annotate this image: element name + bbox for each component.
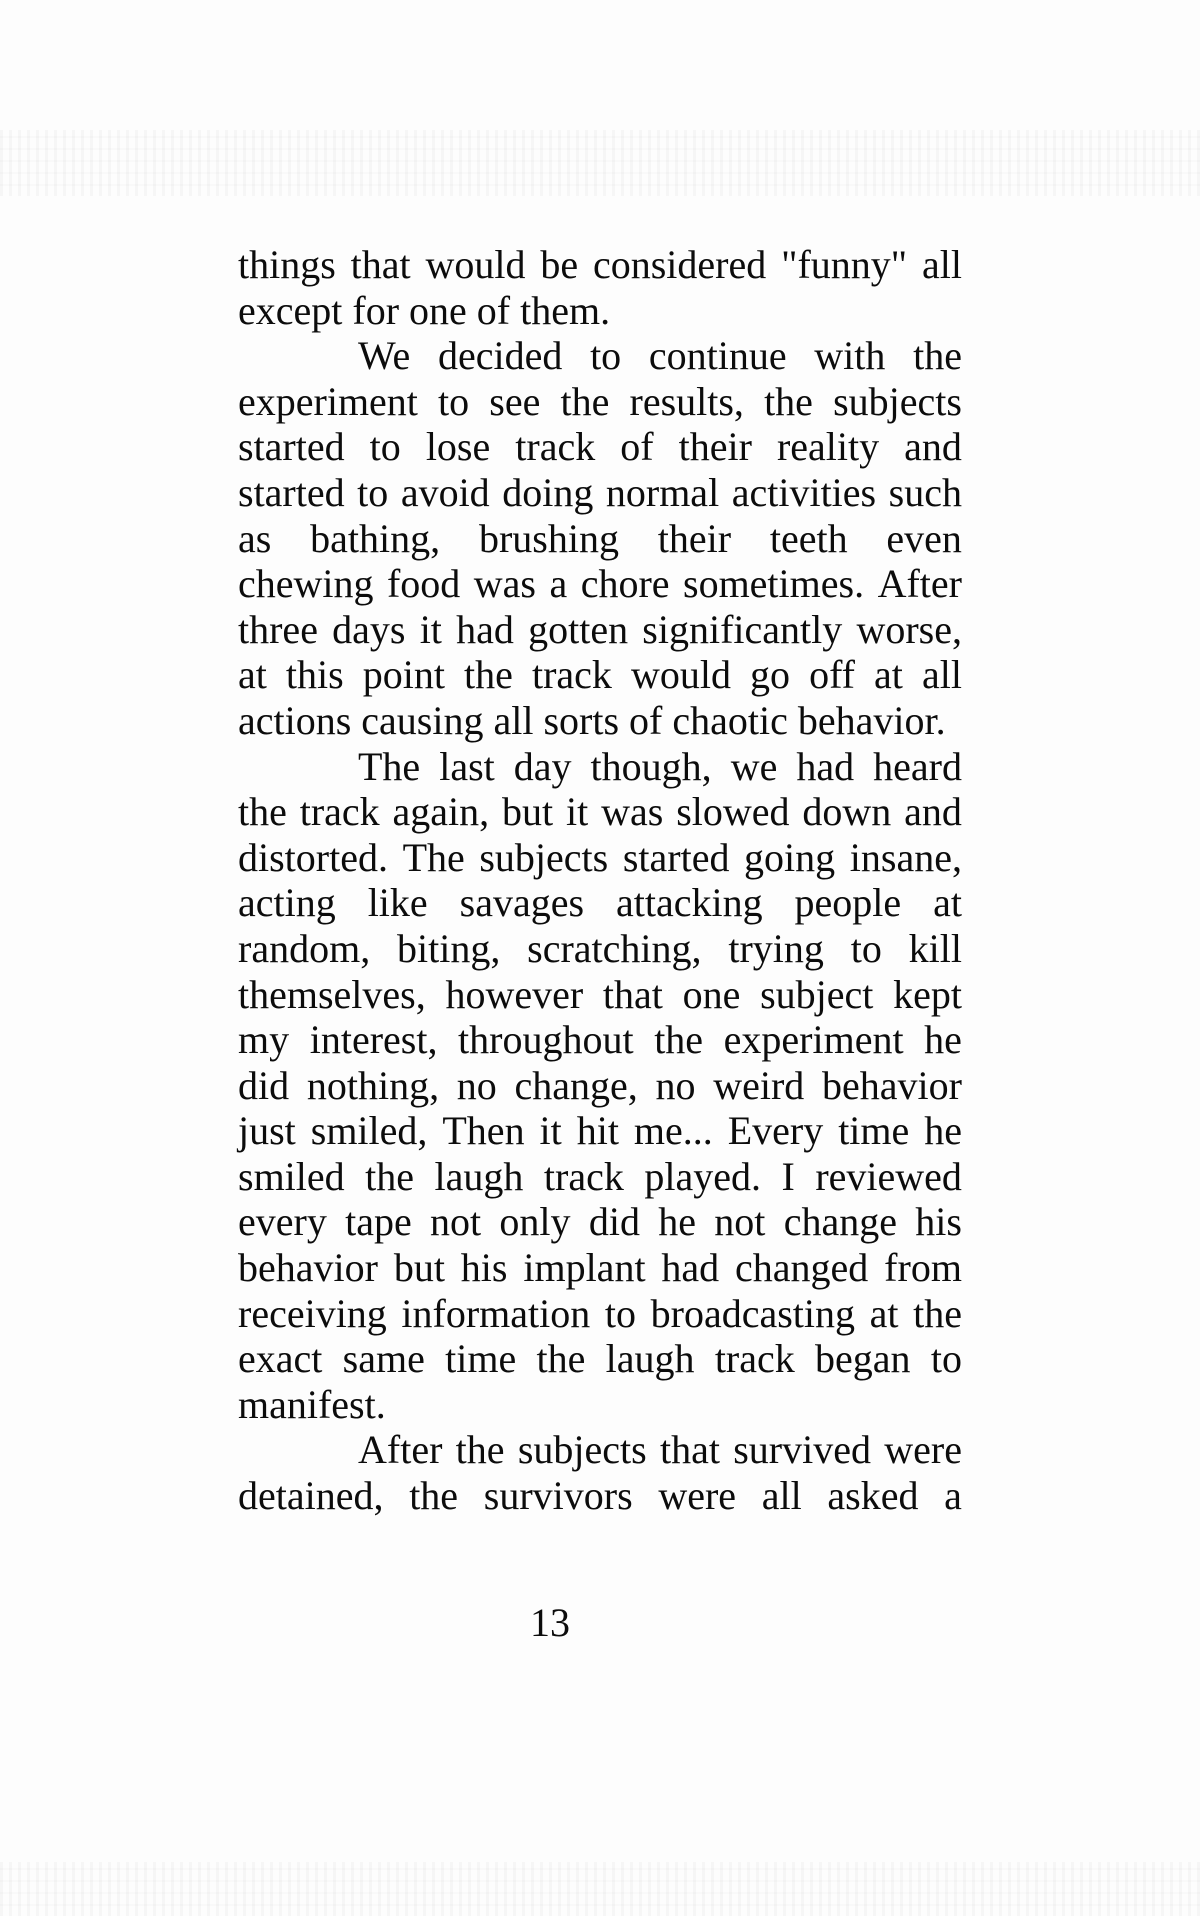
- text-line: [238, 789, 962, 835]
- word: started: [238, 424, 345, 470]
- word: asked: [827, 1473, 919, 1519]
- text-line: actions causing all sorts of chaotic behavior.: [238, 697, 946, 743]
- word: not: [714, 1199, 766, 1245]
- word: the: [238, 789, 287, 835]
- word: all: [761, 1473, 802, 1519]
- text-line: [238, 333, 962, 379]
- word: would: [630, 652, 731, 698]
- word: doing: [502, 469, 594, 515]
- word: smiled,: [310, 1108, 428, 1154]
- word: all: [921, 652, 962, 698]
- word: behavior: [238, 1245, 378, 1291]
- word: began: [815, 1336, 911, 1382]
- word: teeth: [769, 515, 848, 561]
- body-text: [238, 242, 962, 1519]
- word: savages: [459, 880, 585, 926]
- word: and: [904, 789, 962, 835]
- word: subjects: [517, 1427, 647, 1473]
- word: it: [539, 1108, 562, 1154]
- word: time: [445, 1336, 517, 1382]
- word: only: [499, 1199, 571, 1245]
- word: all: [921, 242, 962, 287]
- word: The: [402, 834, 465, 880]
- text-line: [238, 880, 962, 926]
- word: subjects: [479, 834, 609, 880]
- word: that: [659, 1427, 720, 1473]
- word: a: [944, 1473, 962, 1519]
- word: decided: [438, 333, 563, 379]
- word: from: [884, 1245, 962, 1291]
- word: the: [536, 1336, 586, 1382]
- word: at: [238, 652, 267, 698]
- word: were: [658, 1473, 737, 1519]
- word: bathing,: [310, 515, 441, 561]
- word: would: [425, 242, 526, 287]
- word: interest,: [309, 1017, 438, 1063]
- text-line: [238, 1108, 962, 1154]
- word: no: [456, 1062, 497, 1108]
- word: three: [238, 606, 318, 652]
- word: food: [386, 561, 461, 607]
- word: my: [238, 1017, 290, 1063]
- word: smiled: [238, 1153, 345, 1199]
- word: at: [933, 880, 962, 926]
- word: at: [869, 1290, 899, 1336]
- word: the: [913, 333, 962, 379]
- word: survivors: [483, 1473, 633, 1519]
- word: themselves,: [238, 971, 426, 1017]
- word: the: [764, 378, 813, 424]
- word: their: [678, 424, 752, 470]
- word: gotten: [528, 606, 629, 652]
- word: sometimes.: [683, 561, 865, 607]
- word: track: [515, 424, 596, 470]
- word: such: [888, 469, 962, 515]
- word: track: [299, 789, 380, 835]
- text-line: manifest.: [238, 1381, 386, 1427]
- word: weird: [713, 1062, 805, 1108]
- word: at: [874, 652, 903, 698]
- word: the: [365, 1153, 415, 1199]
- word: behavior: [822, 1062, 962, 1108]
- word: to: [438, 378, 470, 424]
- text-line: [238, 1336, 962, 1382]
- word: had: [456, 606, 514, 652]
- word: we: [730, 743, 778, 789]
- text-line: [238, 516, 962, 562]
- word: had: [661, 1245, 720, 1291]
- text-line: [238, 744, 962, 790]
- word: the: [455, 1427, 505, 1473]
- word: go: [750, 652, 791, 698]
- word: brushing: [478, 515, 619, 561]
- word: going: [744, 834, 836, 880]
- word: laugh: [434, 1153, 524, 1199]
- word: track: [531, 652, 612, 698]
- word: even: [886, 515, 962, 561]
- word: last: [439, 743, 495, 789]
- word: one: [682, 971, 741, 1017]
- page-number: 13: [530, 1600, 570, 1645]
- word: every: [238, 1199, 327, 1245]
- word: to: [357, 469, 389, 515]
- word: people: [794, 880, 902, 926]
- text-line: [238, 652, 962, 698]
- word: lose: [425, 424, 491, 470]
- word: random,: [238, 925, 371, 971]
- word: not: [430, 1199, 482, 1245]
- word: "funny": [781, 242, 908, 287]
- word: experiment: [238, 378, 418, 424]
- word: to: [850, 925, 882, 971]
- text-line: [238, 972, 962, 1018]
- word: did: [588, 1199, 640, 1245]
- word: just: [238, 1108, 296, 1154]
- word: experiment: [723, 1017, 904, 1063]
- word: I: [781, 1153, 795, 1199]
- scan-artifact-band: [0, 1862, 1200, 1916]
- word: down: [802, 789, 892, 835]
- word: laugh: [605, 1336, 695, 1382]
- word: We: [358, 333, 411, 379]
- word: he: [924, 1017, 962, 1063]
- word: avoid: [400, 469, 490, 515]
- word: his: [915, 1199, 962, 1245]
- word: continue: [648, 333, 787, 379]
- word: to: [604, 1290, 637, 1336]
- word: biting,: [397, 925, 501, 971]
- text-line: [238, 1063, 962, 1109]
- word: were: [884, 1427, 962, 1473]
- word: heard: [873, 743, 962, 789]
- word: insane,: [849, 834, 962, 880]
- word: exact: [238, 1336, 323, 1382]
- text-line: [238, 424, 962, 470]
- word: implant: [523, 1245, 646, 1291]
- word: however: [445, 971, 584, 1017]
- word: throughout: [458, 1017, 634, 1063]
- word: the: [560, 378, 610, 424]
- word: detained,: [238, 1473, 384, 1519]
- word: scratching,: [527, 925, 702, 971]
- word: Then: [442, 1108, 525, 1154]
- text-line: [238, 561, 962, 607]
- word: hit: [576, 1108, 619, 1154]
- word: The: [358, 743, 421, 789]
- word: subjects: [833, 378, 962, 424]
- word: slowed: [676, 789, 790, 835]
- word: After: [358, 1427, 443, 1473]
- word: Every: [727, 1108, 824, 1154]
- word: attacking: [615, 880, 763, 926]
- word: tape: [345, 1199, 412, 1245]
- text-line: [238, 1154, 962, 1200]
- word: activities: [731, 469, 877, 515]
- word: no: [655, 1062, 696, 1108]
- word: nothing,: [306, 1062, 440, 1108]
- text-line: [238, 607, 962, 653]
- word: that: [602, 971, 663, 1017]
- text-line: [238, 1427, 962, 1473]
- word: he: [658, 1199, 696, 1245]
- word: it: [566, 789, 589, 835]
- word: their: [657, 515, 732, 561]
- text-line: [238, 379, 962, 425]
- word: After: [877, 561, 962, 607]
- word: to: [590, 333, 622, 379]
- word: that: [350, 242, 411, 287]
- word: again,: [392, 789, 490, 835]
- text-line: [238, 926, 962, 972]
- word: he: [924, 1108, 962, 1154]
- word: kept: [893, 971, 962, 1017]
- word: time: [838, 1108, 910, 1154]
- word: the: [654, 1017, 704, 1063]
- word: this: [285, 652, 344, 698]
- text-line: [238, 835, 962, 881]
- text-line: [238, 1245, 962, 1291]
- word: receiving: [238, 1290, 387, 1336]
- word: and: [904, 424, 962, 470]
- word: was: [601, 789, 664, 835]
- word: the: [409, 1473, 459, 1519]
- word: as: [238, 515, 272, 561]
- word: changed: [735, 1245, 869, 1291]
- scan-artifact-band: [0, 130, 1200, 196]
- word: results,: [629, 378, 744, 424]
- word: information: [401, 1290, 591, 1336]
- word: track: [714, 1336, 795, 1382]
- word: a: [549, 561, 568, 607]
- word: change: [783, 1199, 897, 1245]
- word: to: [930, 1336, 962, 1382]
- word: subject: [760, 971, 874, 1017]
- word: chewing: [238, 561, 374, 607]
- word: reality: [776, 424, 880, 470]
- word: did: [238, 1062, 290, 1108]
- word: had: [796, 743, 855, 789]
- word: of: [620, 424, 654, 470]
- word: be: [540, 242, 579, 287]
- word: was: [473, 561, 536, 607]
- word: normal: [605, 469, 720, 515]
- text-line: [238, 1017, 962, 1063]
- text-line: [238, 1473, 962, 1519]
- text-line: [238, 242, 962, 288]
- word: day: [513, 743, 572, 789]
- word: track: [543, 1153, 624, 1199]
- word: things: [238, 242, 336, 287]
- word: worse,: [856, 606, 962, 652]
- word: like: [367, 880, 428, 926]
- word: though,: [590, 743, 712, 789]
- word: reviewed: [815, 1153, 962, 1199]
- word: days: [332, 606, 406, 652]
- word: significantly: [642, 606, 843, 652]
- text-line: except for one of them.: [238, 287, 611, 333]
- word: broadcasting: [650, 1290, 855, 1336]
- word: with: [814, 333, 886, 379]
- word: played.: [644, 1153, 761, 1199]
- word: same: [342, 1336, 425, 1382]
- word: the: [913, 1290, 962, 1336]
- text-line: [238, 1199, 962, 1245]
- word: considered: [592, 242, 767, 287]
- word: me...: [633, 1108, 713, 1154]
- text-line: [238, 470, 962, 516]
- word: but: [502, 789, 554, 835]
- word: it: [419, 606, 442, 652]
- word: distorted.: [238, 834, 388, 880]
- word: acting: [238, 880, 336, 926]
- word: the: [464, 652, 513, 698]
- word: chore: [580, 561, 670, 607]
- word: to: [369, 424, 401, 470]
- word: see: [489, 378, 541, 424]
- word: change,: [514, 1062, 638, 1108]
- word: point: [362, 652, 445, 698]
- word: but: [393, 1245, 445, 1291]
- word: started: [622, 834, 730, 880]
- word: trying: [728, 925, 824, 971]
- word: his: [460, 1245, 508, 1291]
- word: survived: [733, 1427, 871, 1473]
- text-line: [238, 1291, 962, 1337]
- word: kill: [908, 925, 962, 971]
- word: off: [809, 652, 855, 698]
- word: started: [238, 469, 345, 515]
